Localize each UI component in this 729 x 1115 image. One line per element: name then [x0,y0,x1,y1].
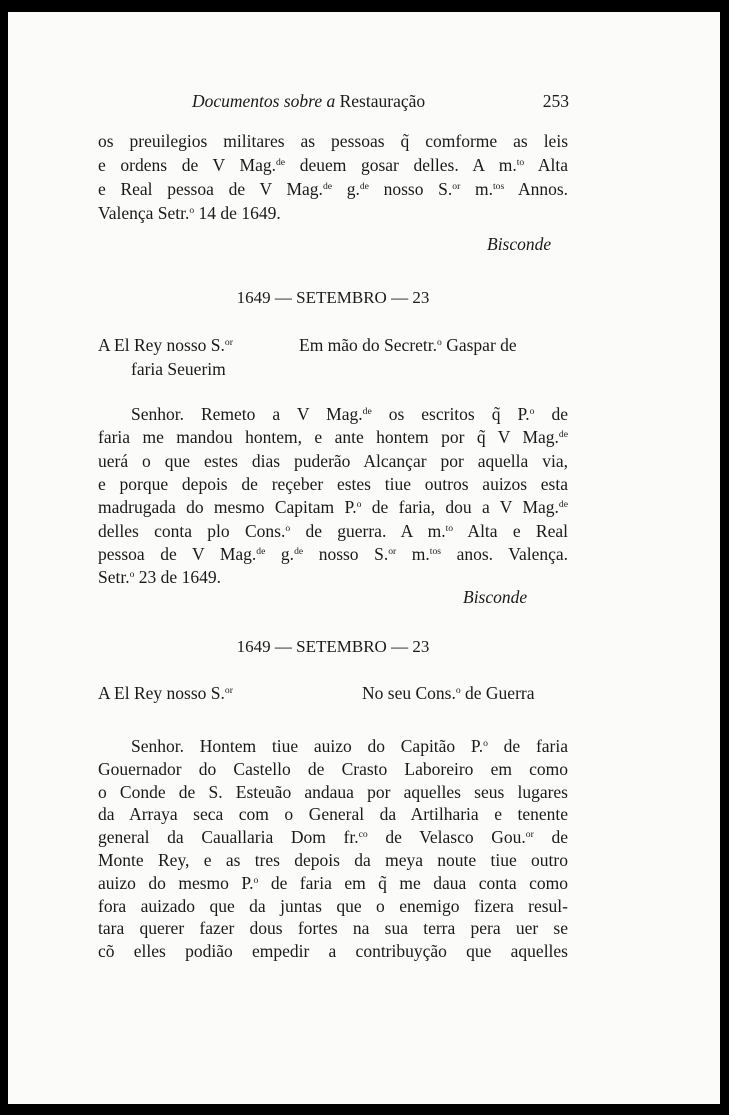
letter3-line: general da Cauallaria Dom fr.$^{co}$ de Velasco Gou.$^{or}$ de [98,827,568,848]
letter1_end-line: e ordens de V Mag.$^{de}$ deuem gosar delles. A m.$^{to}$ Alta [98,155,568,175]
letter3-line: Senhor. Hontem tiue auizo do Capitão P.$^o$ de faria [131,736,568,756]
letter3-line: tara querer fazer dous fortes na sua terra pera uer se [98,918,568,939]
letter1_end-line: Valença Setr.$^o$ 14 de 1649. [98,203,281,223]
running-title-roman: Restauração [339,91,426,111]
letter-2-heading: 1649 — SETEMBRO — 23 [236,288,430,307]
letter2-line: Senhor. Remeto a V Mag.$^{de}$ os escritos q̃ P.$^o$ de [131,404,568,424]
letter2-line: uerá o que estes dias puderão Alcançar por aquella via, [98,450,568,471]
letter3-line: auizo do mesmo P.$^o$ de faria em q̃ me daua conta como [98,872,568,893]
letter-3-addressee: A El Rey nosso S.$^{or}$ [98,683,233,703]
running-title [192,91,425,112]
letter2-line: Setr.$^o$ 23 de 1649. [98,567,221,588]
letter3-line: cõ elles podião empedir a contribuyção que aquelles [98,941,568,962]
letter-1-signature: Bisconde [487,234,552,254]
letter-3-heading: 1649 — SETEMBRO — 23 [236,637,430,656]
letter1_end-line: e Real pessoa de V Mag.$^{de}$ g.$^{de}$ nosso S.$^{or}$ m.$^{tos}$ Annos. [98,179,569,199]
letter-2-addressee: A El Rey nosso S.$^{or}$ [98,335,233,355]
running-title-italic: Documentos sobre a [192,91,336,111]
page-number: 253 [542,91,569,111]
letter-2-delivery: Em mão do Secretr.$^o$ Gaspar de [299,335,517,355]
letter3-line: o Conde de S. Esteuão andaua por aquelles seus lugares [98,781,568,802]
letter3-line: Monte Rey, e as tres depois da meya noute tiue outro [98,850,568,870]
letter-2-delivery-cont: faria Seuerim [131,359,226,379]
letter-2-signature: Bisconde [463,587,528,607]
letter2-line: faria me mandou hontem, e ante hontem por q̃ V Mag.$^{de}$ [98,427,568,448]
letter-3-delivery: No seu Cons.$^o$ de Guerra [362,683,535,703]
letter1_end-line: os preuilegios militares as pessoas q̃ comforme as leis [98,131,568,151]
letter2-line: e porque depois de reçeber estes tiue outros auizos esta [98,473,568,494]
letter3-line: fora auizado que da juntas que o enemigo fizera resul- [98,895,568,916]
letter2-line: madrugada do mesmo Capitam P.$^o$ de faria, dou a V Mag.$^{de}$ [98,497,568,518]
letter3-line: Gouernador do Castello de Crasto Laboreiro em como [98,758,568,779]
letter2-line: delles conta plo Cons.$^o$ de guerra. A m.$^{to}$ Alta e Real [98,520,568,541]
letter3-line: da Arraya seca com o General da Artilharia e tenente [98,804,568,825]
letter2-line: pessoa de V Mag.$^{de}$ g.$^{de}$ nosso S.$^{or}$ m.$^{tos}$ anos. Valença. [98,543,569,564]
